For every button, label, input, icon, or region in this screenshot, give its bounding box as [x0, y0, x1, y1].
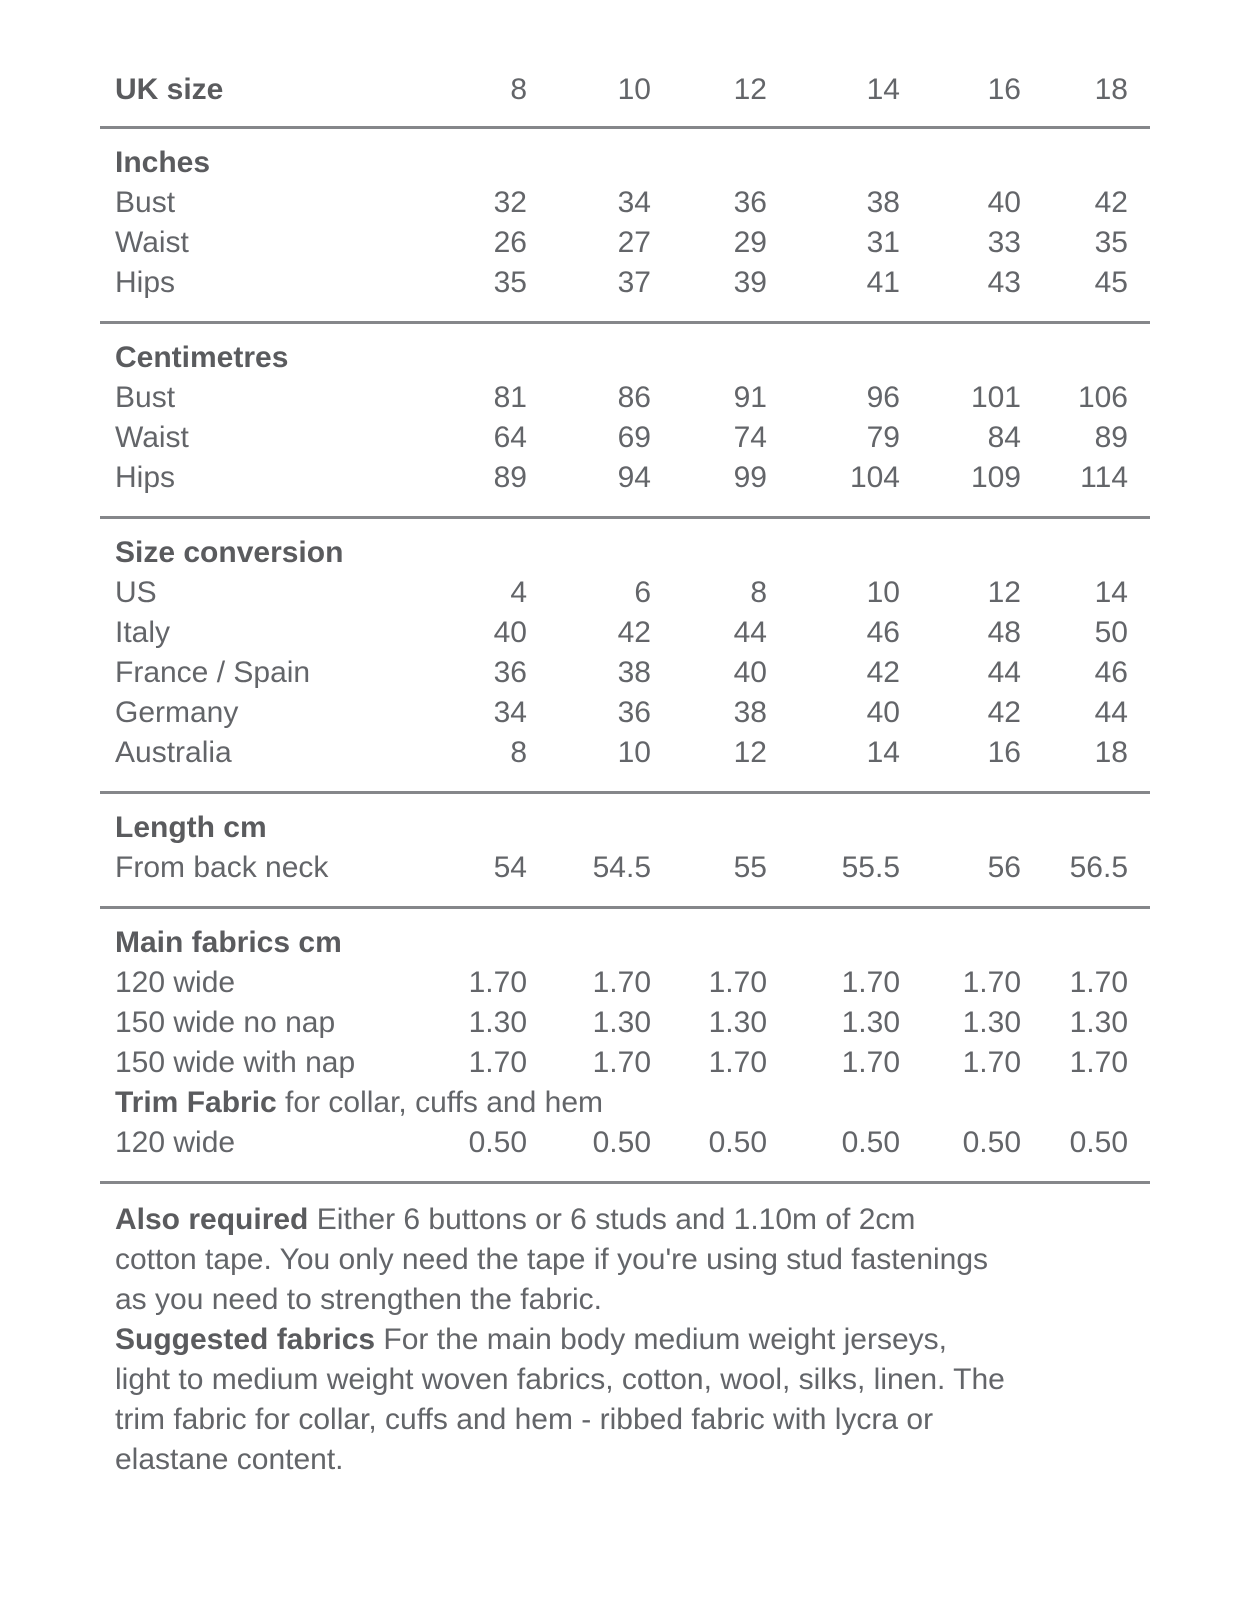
cell-value: 34	[493, 696, 527, 729]
section-length	[100, 793, 1150, 908]
cell-value: 42	[1094, 186, 1128, 219]
cell-value: 99	[733, 461, 767, 494]
cell-value: 14	[1094, 576, 1128, 609]
cell-value: 74	[733, 421, 767, 454]
cell-value: 26	[493, 226, 527, 259]
cell-value: 44	[1094, 696, 1128, 729]
row-label: Hips	[115, 266, 176, 299]
cell-value: 36	[493, 656, 527, 689]
row-label: From back neck	[115, 851, 329, 884]
section-title: Inches	[115, 146, 211, 179]
cell-value: 64	[493, 421, 527, 454]
cell-value: 38	[866, 186, 900, 219]
cell-value: 43	[987, 266, 1021, 299]
row-label: 150 wide no nap	[115, 1006, 336, 1039]
table-row	[100, 613, 1150, 653]
cell-value: 104	[849, 461, 900, 494]
cell-value: 45	[1094, 266, 1128, 299]
cell-value: 38	[617, 656, 651, 689]
cell-value: 1.30	[1069, 1006, 1128, 1039]
cell-value: 0.50	[468, 1126, 527, 1159]
section-inches	[100, 128, 1150, 323]
cell-value: 33	[987, 226, 1021, 259]
cell-value: 1.30	[841, 1006, 900, 1039]
table-row	[100, 693, 1150, 733]
cell-value: 81	[493, 381, 527, 414]
size-col-header: 14	[866, 73, 900, 106]
row-label: US	[115, 576, 157, 609]
row-label: Waist	[115, 226, 189, 259]
table-row	[100, 458, 1150, 518]
cell-value: 89	[1094, 421, 1128, 454]
table-row	[100, 1003, 1150, 1043]
note-lead: Also required	[115, 1203, 309, 1236]
cell-value: 14	[866, 736, 900, 769]
table-header-section	[100, 70, 1150, 128]
section-title: Main fabrics cm	[115, 926, 342, 959]
note-text: For the main body medium weight jerseys, light to medium weight woven fabrics, cotton, wool, silks, linen. The trim fabric for collar, cuffs and hem - ribbed fabric with lycra or elastane content.	[115, 1323, 1005, 1476]
cell-value: 1.30	[708, 1006, 767, 1039]
table-row	[100, 908, 1150, 964]
trim-fabric-note	[100, 1083, 1150, 1123]
cell-value: 35	[493, 266, 527, 299]
cell-value: 32	[493, 186, 527, 219]
row-label: Hips	[115, 461, 176, 494]
row-label: 150 wide with nap	[115, 1046, 356, 1079]
cell-value: 36	[733, 186, 767, 219]
cell-value: 1.70	[592, 1046, 651, 1079]
table-row	[100, 1043, 1150, 1083]
section-title: Size conversion	[115, 536, 344, 569]
section-main-fabrics	[100, 908, 1150, 1183]
cell-value: 86	[617, 381, 651, 414]
table-row	[100, 573, 1150, 613]
note-also-required	[115, 1200, 1005, 1320]
size-col-header: 10	[617, 73, 651, 106]
size-chart-table	[100, 70, 1150, 1184]
cell-value: 1.30	[468, 1006, 527, 1039]
cell-value: 55.5	[841, 851, 900, 884]
cell-value: 1.70	[708, 1046, 767, 1079]
cell-value: 29	[733, 226, 767, 259]
cell-value: 114	[1080, 461, 1128, 494]
cell-value: 6	[634, 576, 651, 609]
cell-value: 1.70	[1069, 966, 1128, 999]
cell-value: 1.70	[708, 966, 767, 999]
row-label: Australia	[115, 736, 232, 769]
cell-value: 46	[866, 616, 900, 649]
cell-value: 38	[733, 696, 767, 729]
cell-value: 4	[510, 576, 527, 609]
cell-value: 69	[617, 421, 651, 454]
notes-section	[100, 1184, 1005, 1480]
cell-value: 0.50	[708, 1126, 767, 1159]
row-label: France / Spain	[115, 656, 311, 689]
cell-value: 96	[866, 381, 900, 414]
row-label: Bust	[115, 381, 176, 414]
cell-value: 10	[617, 736, 651, 769]
cell-value: 40	[493, 616, 527, 649]
trim-fabric-lead: Trim Fabric	[115, 1086, 277, 1119]
cell-value: 79	[866, 421, 900, 454]
uk-size-label: UK size	[115, 73, 224, 106]
cell-value: 34	[617, 186, 651, 219]
cell-value: 0.50	[592, 1126, 651, 1159]
cell-value: 31	[866, 226, 900, 259]
cell-value: 54.5	[592, 851, 651, 884]
cell-value: 94	[617, 461, 651, 494]
row-label: Bust	[115, 186, 176, 219]
cell-value: 27	[617, 226, 651, 259]
note-lead: Suggested fabrics	[115, 1323, 376, 1356]
note-text: Either 6 buttons or 6 studs and 1.10m of 2cm cotton tape. You only need the tape if you're using stud fastenings as you need to strengthen the fabric.	[115, 1203, 989, 1316]
cell-value: 84	[987, 421, 1021, 454]
table-row	[100, 263, 1150, 323]
cell-value: 0.50	[1069, 1126, 1128, 1159]
cell-value: 109	[970, 461, 1021, 494]
row-label: Germany	[115, 696, 239, 729]
table-row	[100, 733, 1150, 793]
cell-value: 1.30	[592, 1006, 651, 1039]
cell-value: 1.70	[468, 1046, 527, 1079]
cell-value: 42	[987, 696, 1021, 729]
cell-value: 50	[1094, 616, 1128, 649]
size-col-header: 18	[1094, 73, 1128, 106]
cell-value: 106	[1077, 381, 1128, 414]
cell-value: 54	[493, 851, 527, 884]
cell-value: 40	[987, 186, 1021, 219]
cell-value: 48	[987, 616, 1021, 649]
note-suggested-fabrics	[115, 1320, 1005, 1480]
table-row	[100, 223, 1150, 263]
cell-value: 8	[750, 576, 767, 609]
cell-value: 12	[987, 576, 1021, 609]
cell-value: 0.50	[841, 1126, 900, 1159]
cell-value: 1.70	[841, 1046, 900, 1079]
table-row	[100, 653, 1150, 693]
cell-value: 1.70	[841, 966, 900, 999]
table-row	[100, 418, 1150, 458]
trim-fabric-text: for collar, cuffs and hem	[276, 1086, 603, 1119]
cell-value: 42	[866, 656, 900, 689]
cell-value: 35	[1094, 226, 1128, 259]
section-title: Centimetres	[115, 341, 289, 374]
table-row	[100, 378, 1150, 418]
cell-value: 91	[733, 381, 767, 414]
table-row	[100, 848, 1150, 908]
section-centimetres	[100, 323, 1150, 518]
table-row	[100, 1123, 1150, 1183]
size-col-header: 8	[510, 73, 527, 106]
table-row	[100, 793, 1150, 849]
cell-value: 89	[493, 461, 527, 494]
row-label: Italy	[115, 616, 171, 649]
size-col-header: 16	[987, 73, 1021, 106]
cell-value: 1.70	[962, 966, 1021, 999]
cell-value: 37	[617, 266, 651, 299]
table-row	[100, 518, 1150, 574]
cell-value: 1.30	[962, 1006, 1021, 1039]
table-header-row	[100, 70, 1150, 128]
cell-value: 55	[733, 851, 767, 884]
size-col-header: 12	[733, 73, 767, 106]
row-label: 120 wide	[115, 966, 236, 999]
cell-value: 1.70	[468, 966, 527, 999]
section-title: Length cm	[115, 811, 267, 844]
cell-value: 1.70	[592, 966, 651, 999]
table-row	[100, 323, 1150, 379]
cell-value: 0.50	[962, 1126, 1021, 1159]
cell-value: 42	[617, 616, 651, 649]
section-size-conversion	[100, 518, 1150, 793]
cell-value: 41	[866, 266, 900, 299]
cell-value: 1.70	[1069, 1046, 1128, 1079]
table-row	[100, 183, 1150, 223]
cell-value: 40	[733, 656, 767, 689]
table-row	[100, 128, 1150, 184]
cell-value: 40	[866, 696, 900, 729]
trim-fabric-row	[100, 1083, 1150, 1123]
cell-value: 44	[987, 656, 1021, 689]
cell-value: 101	[970, 381, 1021, 414]
cell-value: 39	[733, 266, 767, 299]
row-label: Waist	[115, 421, 189, 454]
row-label: 120 wide	[115, 1126, 236, 1159]
cell-value: 46	[1094, 656, 1128, 689]
cell-value: 56.5	[1069, 851, 1128, 884]
cell-value: 56	[987, 851, 1021, 884]
cell-value: 18	[1094, 736, 1128, 769]
table-row	[100, 963, 1150, 1003]
cell-value: 36	[617, 696, 651, 729]
cell-value: 1.70	[962, 1046, 1021, 1079]
cell-value: 8	[510, 736, 527, 769]
cell-value: 44	[733, 616, 767, 649]
cell-value: 10	[866, 576, 900, 609]
cell-value: 12	[733, 736, 767, 769]
cell-value: 16	[987, 736, 1021, 769]
